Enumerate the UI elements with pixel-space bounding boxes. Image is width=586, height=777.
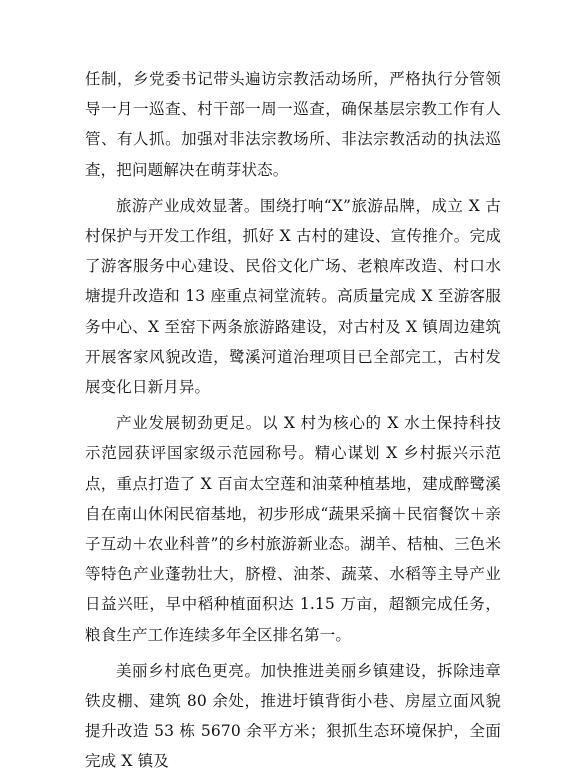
- paragraph-beautiful-countryside: 美丽乡村底色更亮。加快推进美丽乡镇建设，拆除违章铁皮棚、建筑 80 余处，推进圩镇背街小巷、房屋立面风貌提升改造 53 栋 5670 余平方米；狠抓生态环境保护，全面完成 X 镇及: [85, 661, 501, 771]
- document-body: [85, 64, 501, 777]
- paragraph-tourism-industry: 旅游产业成效显著。围绕打响“X”旅游品牌，成立 X 古村保护与开发工作组，抓好 X 古村的建设、宣传推介。完成了游客服务中心建设、民俗文化广场、老粮库改造、村口水塘提升改造和 13 座重点祠堂流转。高质量完成 X 至游客服务中心、X 至窑下两条旅游路建设，对古村及 X 镇周边建筑开展客家风貌改造，鹭溪河道治理项目已全部完工，古村发展变化日新月异。: [85, 196, 501, 397]
- paragraph-industry-development: 产业发展韧劲更足。以 X 村为核心的 X 水土保持科技示范园获评国家级示范园称号。精心谋划 X 乡村振兴示范点，重点打造了 X 百亩太空莲和油菜种植基地，建成醉鹭溪自在南山休闲民宿基地，初步形成“蔬果采摘＋民宿餐饮＋亲子互动＋农业科普”的乡村旅游新业态。湖羊、桔柚、三色米等特色产业蓬勃壮大，脐橙、油茶、蔬菜、水稻等主导产业日益兴旺，早中稻种植面积达 1.15 万亩，超额完成任务，粮食生产工作连续多年全区排名第一。: [85, 414, 501, 644]
- paragraph-religious-affairs: 任制，乡党委书记带头遍访宗教活动场所，严格执行分管领导一月一巡查、村干部一周一巡查，确保基层宗教工作有人管、有人抓。加强对非法宗教场所、非法宗教活动的执法巡查，把问题解决在萌芽状态。: [85, 70, 501, 179]
